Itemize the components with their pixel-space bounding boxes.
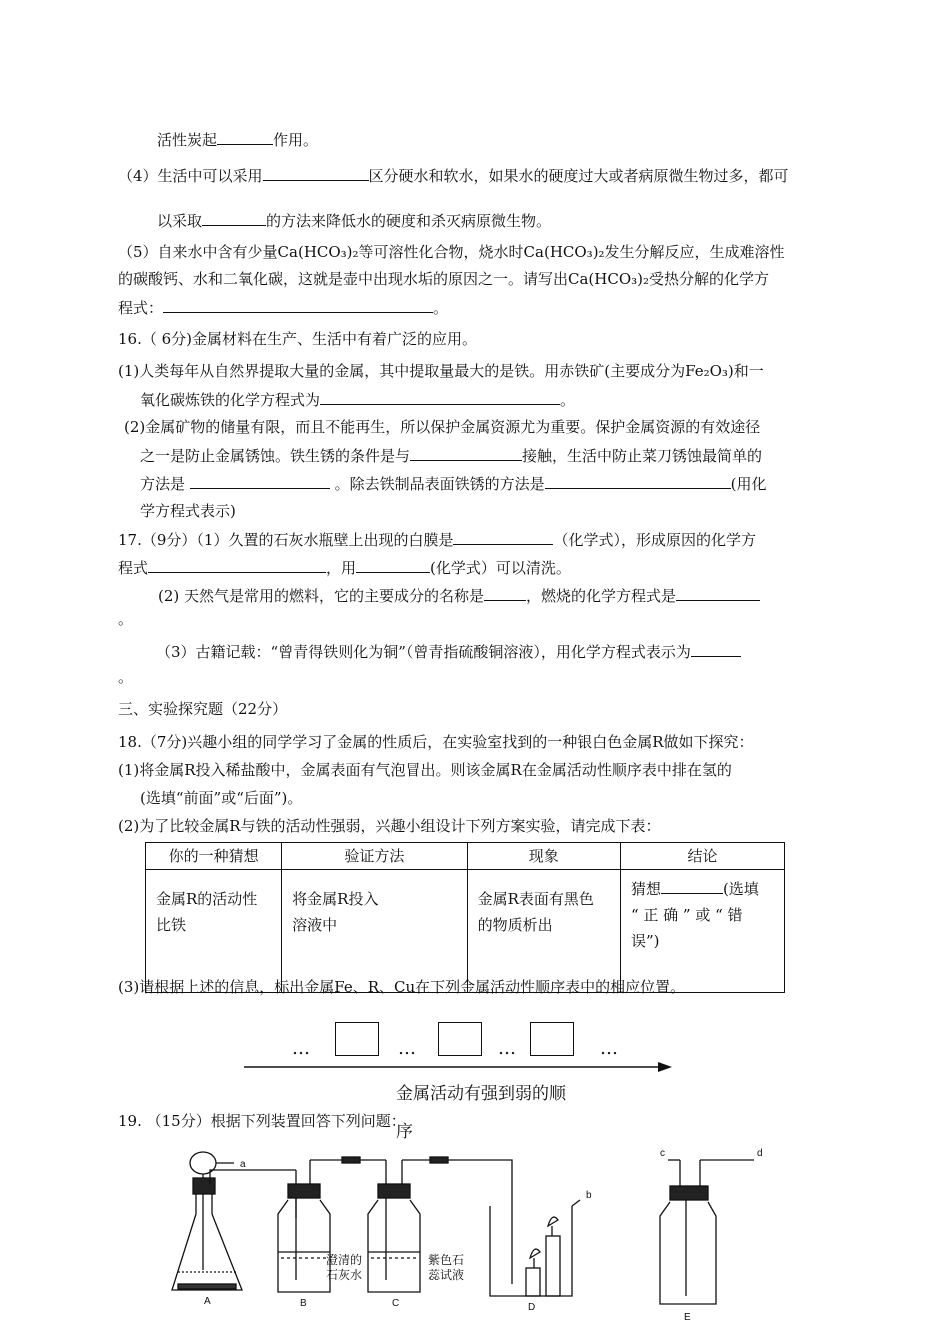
- answer-blank[interactable]: [163, 296, 433, 313]
- q15-part5-cont: 的碳酸钙、水和二氧化碳，这就是壶中出现水垢的原因之一。请写出Ca(HCO₃)₂受热分解的化学方: [118, 270, 770, 288]
- answer-blank[interactable]: [202, 209, 266, 226]
- answer-blank[interactable]: [453, 528, 553, 545]
- cell-guess[interactable]: 金属R的活动性 比铁: [146, 870, 282, 993]
- answer-box-2[interactable]: [438, 1022, 482, 1056]
- q15-part5-eq: 程式： 。: [118, 296, 448, 319]
- answer-box-1[interactable]: [335, 1022, 379, 1056]
- axis-label: 金属活动有强到弱的顺: [396, 1084, 566, 1104]
- answer-blank[interactable]: [410, 444, 522, 461]
- label-C: C: [392, 1298, 400, 1309]
- label-limewater: 澄清的: [326, 1253, 363, 1267]
- cell-conclusion[interactable]: 猜想 (选填 “ 正 确 ” 或 “ 错 误”): [620, 870, 784, 993]
- q16-title: 16.（ 6分)金属材料在生产、生活中有着广泛的应用。: [118, 330, 478, 348]
- q16-part2-method: 方法是 。除去铁制品表面铁锈的方法是 (用化: [140, 472, 766, 495]
- ellipsis: …: [292, 1038, 311, 1059]
- answer-blank[interactable]: [676, 584, 760, 601]
- label-B: B: [300, 1298, 307, 1309]
- apparatus-e: [660, 1160, 754, 1304]
- q19-title: 19. （15分）根据下列装置回答下列问题：: [118, 1112, 406, 1130]
- q18-part3: (3)请根据上述的信息，标出金属Fe、R、Cu在下列金属活动性顺序表中的相应位置。: [118, 978, 686, 996]
- label-d: d: [757, 1148, 763, 1159]
- experiment-table: [145, 842, 785, 993]
- q16-part2: (2)金属矿物的储量有限，而且不能再生，所以保护金属资源尤为重要。保护金属资源的有效途径: [124, 418, 761, 436]
- label-limewater-2: 石灰水: [326, 1268, 363, 1282]
- table-header: 你的一种猜想: [146, 843, 282, 870]
- activity-arrow: [244, 1060, 674, 1076]
- label-b: b: [586, 1190, 592, 1201]
- answer-blank[interactable]: [148, 556, 326, 573]
- answer-blank[interactable]: [356, 556, 430, 573]
- q17-part1: 17.（9分）（1）久置的石灰水瓶壁上出现的白膜是 （化学式），形成原因的化学方: [118, 528, 756, 551]
- section-heading: 三、实验探究题（22分）: [118, 700, 288, 718]
- q15-part4-cont: 以采取 的方法来降低水的硬度和杀灭病原微生物。: [157, 209, 551, 232]
- table-header: 结论: [620, 843, 784, 870]
- answer-blank[interactable]: [691, 640, 741, 657]
- answer-blank[interactable]: [320, 388, 560, 405]
- label-a: a: [240, 1159, 246, 1170]
- ellipsis: …: [398, 1038, 417, 1059]
- answer-blank[interactable]: [190, 472, 330, 489]
- q16-part2-cont: 之一是防止金属锈蚀。铁生锈的条件是与 接触，生活中防止菜刀锈蚀最简单的: [140, 444, 762, 467]
- q18-title: 18.（7分)兴趣小组的同学学习了金属的性质后，在实验室找到的一种银白色金属R做如下探究：: [118, 733, 754, 751]
- answer-blank[interactable]: [484, 584, 526, 601]
- q17-part3: （3）古籍记载：“曾青得铁则化为铜”（曾青指硫酸铜溶液），用化学方程式表示为: [156, 640, 741, 663]
- q17-part1-eq: 程式 ，用 (化学式）可以清洗。: [118, 556, 571, 579]
- ellipsis: …: [498, 1038, 517, 1059]
- label-D: D: [528, 1302, 536, 1313]
- q18-part1: (1)将金属R投入稀盐酸中，金属表面有气泡冒出。则该金属R在金属活动性顺序表中排在氢的: [118, 761, 732, 779]
- axis-label-cont: 序: [396, 1122, 413, 1142]
- table-header: 现象: [467, 843, 620, 870]
- q17-part2-end: 。: [118, 610, 134, 628]
- q18-part1-cont: (选填“前面”或“后面”)。: [140, 789, 303, 807]
- cell-method[interactable]: 将金属R投入 溶液中: [282, 870, 467, 993]
- label-litmus: 紫色石: [428, 1253, 465, 1267]
- answer-blank[interactable]: [661, 877, 723, 894]
- q15-line-a: 活性炭起 作用。: [157, 128, 318, 151]
- label-c: c: [660, 1148, 665, 1159]
- answer-blank[interactable]: [217, 128, 273, 145]
- answer-box-3[interactable]: [530, 1022, 574, 1056]
- answer-blank[interactable]: [545, 472, 731, 489]
- apparatus-d: [490, 1200, 580, 1296]
- apparatus-diagram: [160, 1140, 800, 1340]
- q18-part2: (2)为了比较金属R与铁的活动性强弱，兴趣小组设计下列方案实验，请完成下表：: [118, 817, 661, 835]
- ellipsis: …: [600, 1038, 619, 1059]
- q17-part3-end: 。: [118, 668, 134, 686]
- cell-phenomenon: 金属R表面有黑色 的物质析出: [467, 870, 620, 993]
- table-header: 验证方法: [282, 843, 467, 870]
- label-litmus-2: 蕊试液: [428, 1268, 465, 1282]
- q16-part1: (1)人类每年从自然界提取大量的金属，其中提取量最大的是铁。用赤铁矿(主要成分为Fe₂O₃)和一: [118, 362, 764, 380]
- q17-part2: (2) 天然气是常用的燃料，它的主要成分的名称是 ，燃烧的化学方程式是: [158, 584, 760, 607]
- q16-part2-end: 学方程式表示): [140, 502, 236, 520]
- label-E: E: [684, 1312, 691, 1323]
- answer-blank[interactable]: [263, 164, 369, 181]
- label-A: A: [204, 1296, 211, 1307]
- q15-part5: （5）自来水中含有少量Ca(HCO₃)₂等可溶性化合物，烧水时Ca(HCO₃)₂发生分解反应，生成难溶性: [118, 243, 785, 261]
- q16-part1-eq: 氧化碳炼铁的化学方程式为 。: [140, 388, 575, 411]
- q15-part4: （4）生活中可以采用 区分硬水和软水，如果水的硬度过大或者病原微生物过多，都可: [118, 164, 789, 187]
